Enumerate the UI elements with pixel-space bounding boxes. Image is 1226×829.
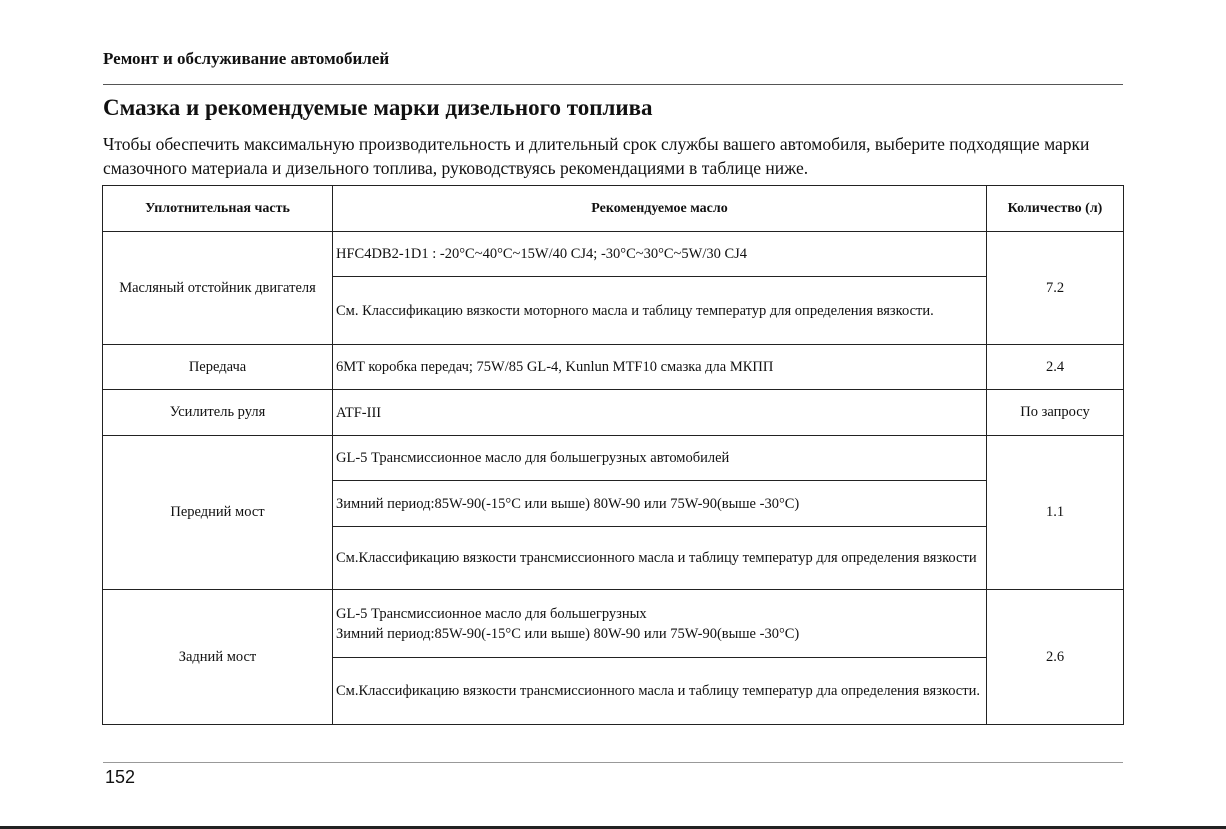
table-row xyxy=(103,390,1124,436)
column-header-qty: Количество (л) xyxy=(987,186,1124,232)
table-row xyxy=(103,590,1124,658)
qty-cell-engine: 7.2 xyxy=(987,232,1124,345)
intro-paragraph: Чтобы обеспечить максимальную производительность и длительный срок службы вашего автомобиля, выберите подходящие марки смазочного материала и дизельного топлива, руководствуясь рекомендациями в таблице ниже. xyxy=(103,134,1090,178)
table-row xyxy=(103,436,1124,481)
oil-line: GL-5 Трансмиссионное масло для большегрузных xyxy=(336,605,647,622)
table-row xyxy=(103,345,1124,390)
column-header-oil: Рекомендуемое масло xyxy=(333,186,987,232)
qty-cell-steering: По запросу xyxy=(987,390,1124,436)
running-header: Ремонт и обслуживание автомобилей xyxy=(103,49,390,68)
oil-cell: GL-5 Трансмиссионное масло для большегрузных автомобилей xyxy=(333,436,987,481)
table-row xyxy=(103,232,1124,277)
qty-cell-transmission: 2.4 xyxy=(987,345,1124,390)
oil-cell xyxy=(333,590,987,658)
part-cell-transmission: Передача xyxy=(103,345,333,390)
part-cell-engine: Масляный отстойник двигателя xyxy=(103,232,333,345)
table-header-row xyxy=(103,186,1124,232)
part-cell-rear-axle: Задний мост xyxy=(103,590,333,725)
page-number: 152 xyxy=(105,767,136,787)
section-title: Смазка и рекомендуемые марки дизельного топлива xyxy=(103,95,653,120)
oil-cell: Зимний период:85W-90(-15°C или выше) 80W-90 или 75W-90(выше -30°C) xyxy=(333,481,987,527)
part-cell-steering: Усилитель руля xyxy=(103,390,333,436)
oil-cell: ATF-III xyxy=(333,390,987,436)
footer-divider xyxy=(103,762,1123,763)
column-header-part: Уплотнительная часть xyxy=(103,186,333,232)
header-divider xyxy=(103,84,1123,85)
oil-line: Зимний период:85W-90(-15°C или выше) 80W-90 или 75W-90(выше -30°C) xyxy=(336,625,800,642)
oil-cell: См.Классификацию вязкости трансмиссионного масла и таблицу температур дла определения вязкости. xyxy=(333,658,987,725)
qty-cell-front-axle: 1.1 xyxy=(987,436,1124,590)
oil-cell: 6MT коробка передач; 75W/85 GL-4, Kunlun MTF10 смазка дла МКПП xyxy=(333,345,987,390)
oil-cell: См. Классификацию вязкости моторного масла и таблицу температур для определения вязкости. xyxy=(333,277,987,345)
lubricant-table xyxy=(102,185,1124,725)
qty-cell-rear-axle: 2.6 xyxy=(987,590,1124,725)
oil-cell: См.Классификацию вязкости трансмиссионного масла и таблицу температур для определения вязкости xyxy=(333,527,987,590)
part-cell-front-axle: Передний мост xyxy=(103,436,333,590)
oil-cell: HFC4DB2-1D1 : -20°C~40°C~15W/40 CJ4; -30°C~30°C~5W/30 CJ4 xyxy=(333,232,987,277)
